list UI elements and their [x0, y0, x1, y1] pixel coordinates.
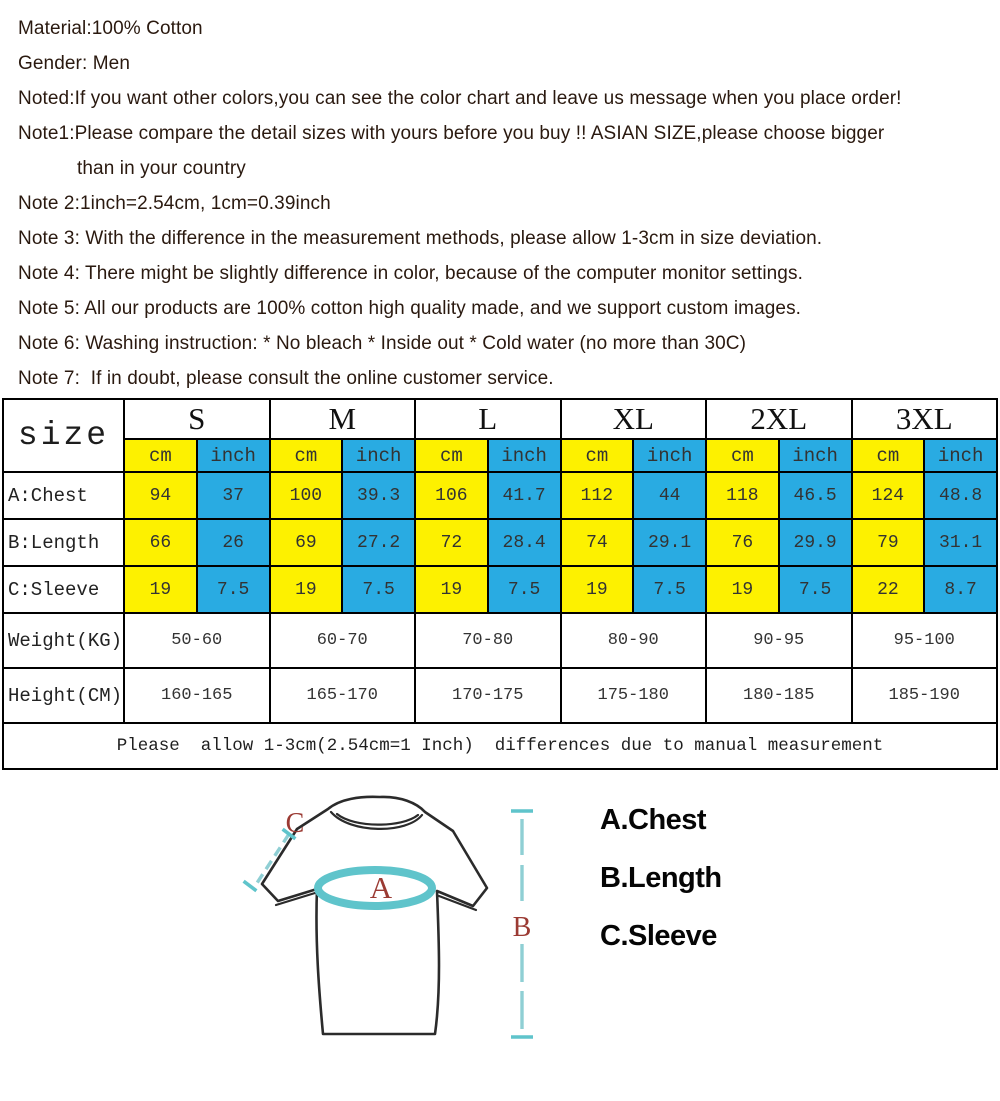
range-value-cell: 175-180	[561, 668, 707, 723]
cm-value-cell: 19	[706, 566, 779, 613]
inch-value-cell: 31.1	[924, 519, 997, 566]
range-value-cell: 70-80	[415, 613, 561, 668]
legend-item: A.Chest	[600, 804, 707, 836]
inch-value-cell: 46.5	[779, 472, 852, 519]
size-column-header: 3XL	[852, 399, 998, 439]
length-letter: B	[512, 912, 532, 943]
size-table	[2, 398, 998, 770]
range-value-cell: 160-165	[124, 668, 270, 723]
unit-header-cm: cm	[270, 439, 343, 472]
inch-value-cell: 27.2	[342, 519, 415, 566]
size-column-header: XL	[561, 399, 707, 439]
cm-value-cell: 72	[415, 519, 488, 566]
cm-value-cell: 22	[852, 566, 925, 613]
cm-value-cell: 19	[270, 566, 343, 613]
measure-row-label: C:Sleeve	[3, 566, 124, 613]
inch-value-cell: 7.5	[633, 566, 706, 613]
measurement-diagram	[0, 770, 1000, 1100]
measure-legend	[600, 800, 722, 974]
cm-value-cell: 94	[124, 472, 197, 519]
cm-value-cell: 19	[124, 566, 197, 613]
range-value-cell: 50-60	[124, 613, 270, 668]
note-line: Note1:Please compare the detail sizes with yours before you buy !! ASIAN SIZE,please choose bigger	[18, 123, 885, 144]
inch-value-cell: 26	[197, 519, 270, 566]
cm-value-cell: 66	[124, 519, 197, 566]
sleeve-letter: C	[285, 808, 305, 839]
note-line: Noted:If you want other colors,you can see the color chart and leave us message when you place order!	[18, 88, 902, 109]
inch-value-cell: 7.5	[197, 566, 270, 613]
inch-value-cell: 41.7	[488, 472, 561, 519]
size-column-header: M	[270, 399, 416, 439]
range-value-cell: 170-175	[415, 668, 561, 723]
unit-header-inch: inch	[633, 439, 706, 472]
range-value-cell: 90-95	[706, 613, 852, 668]
product-notes-section	[0, 0, 1000, 396]
unit-header-cm: cm	[706, 439, 779, 472]
legend-item: B.Length	[600, 862, 722, 894]
note-line: Note 2:1inch=2.54cm, 1cm=0.39inch	[18, 193, 331, 214]
inch-value-cell: 39.3	[342, 472, 415, 519]
inch-value-cell: 7.5	[779, 566, 852, 613]
cm-value-cell: 124	[852, 472, 925, 519]
table-footer-note: Please allow 1-3cm(2.54cm=1 Inch) differences due to manual measurement	[3, 723, 997, 769]
cm-value-cell: 19	[561, 566, 634, 613]
range-value-cell: 180-185	[706, 668, 852, 723]
note-line: Gender: Men	[18, 53, 130, 74]
note-line: than in your country	[77, 158, 246, 179]
inch-value-cell: 37	[197, 472, 270, 519]
unit-header-cm: cm	[561, 439, 634, 472]
inch-value-cell: 7.5	[342, 566, 415, 613]
range-value-cell: 80-90	[561, 613, 707, 668]
size-column-header: L	[415, 399, 561, 439]
inch-value-cell: 48.8	[924, 472, 997, 519]
cm-value-cell: 106	[415, 472, 488, 519]
unit-header-inch: inch	[924, 439, 997, 472]
measure-row-label: B:Length	[3, 519, 124, 566]
size-column-header: S	[124, 399, 270, 439]
inch-value-cell: 8.7	[924, 566, 997, 613]
cm-value-cell: 76	[706, 519, 779, 566]
unit-header-cm: cm	[415, 439, 488, 472]
cm-value-cell: 118	[706, 472, 779, 519]
note-line: Note 5: All our products are 100% cotton high quality made, and we support custom images.	[18, 298, 802, 319]
range-value-cell: 60-70	[270, 613, 416, 668]
inch-value-cell: 7.5	[488, 566, 561, 613]
range-value-cell: 95-100	[852, 613, 998, 668]
legend-item: C.Sleeve	[600, 920, 717, 952]
sleeve-dimension-cap-bottom	[244, 881, 257, 891]
measure-row-label: A:Chest	[3, 472, 124, 519]
span-row-label: Weight(KG)	[3, 613, 124, 668]
cm-value-cell: 100	[270, 472, 343, 519]
unit-header-inch: inch	[488, 439, 561, 472]
note-line: Note 6: Washing instruction: * No bleach * Inside out * Cold water (no more than 30C)	[18, 333, 747, 354]
unit-header-inch: inch	[779, 439, 852, 472]
size-column-header: 2XL	[706, 399, 852, 439]
span-row-label: Height(CM)	[3, 668, 124, 723]
cm-value-cell: 112	[561, 472, 634, 519]
range-value-cell: 185-190	[852, 668, 998, 723]
inch-value-cell: 28.4	[488, 519, 561, 566]
inch-value-cell: 29.9	[779, 519, 852, 566]
unit-header-inch: inch	[197, 439, 270, 472]
unit-header-cm: cm	[852, 439, 925, 472]
size-corner-label: size	[3, 399, 124, 472]
note-line: Note 4: There might be slightly difference in color, because of the computer monitor settings.	[18, 263, 803, 284]
note-line: Note 7: If in doubt, please consult the online customer service.	[18, 368, 554, 389]
cm-value-cell: 79	[852, 519, 925, 566]
cm-value-cell: 74	[561, 519, 634, 566]
inch-value-cell: 29.1	[633, 519, 706, 566]
range-value-cell: 165-170	[270, 668, 416, 723]
cm-value-cell: 19	[415, 566, 488, 613]
note-line: Note 3: With the difference in the measurement methods, please allow 1-3cm in size deviation.	[18, 228, 823, 249]
note-line: Material:100% Cotton	[18, 18, 203, 39]
inch-value-cell: 44	[633, 472, 706, 519]
unit-header-cm: cm	[124, 439, 197, 472]
cm-value-cell: 69	[270, 519, 343, 566]
unit-header-inch: inch	[342, 439, 415, 472]
chest-letter: A	[369, 870, 393, 905]
